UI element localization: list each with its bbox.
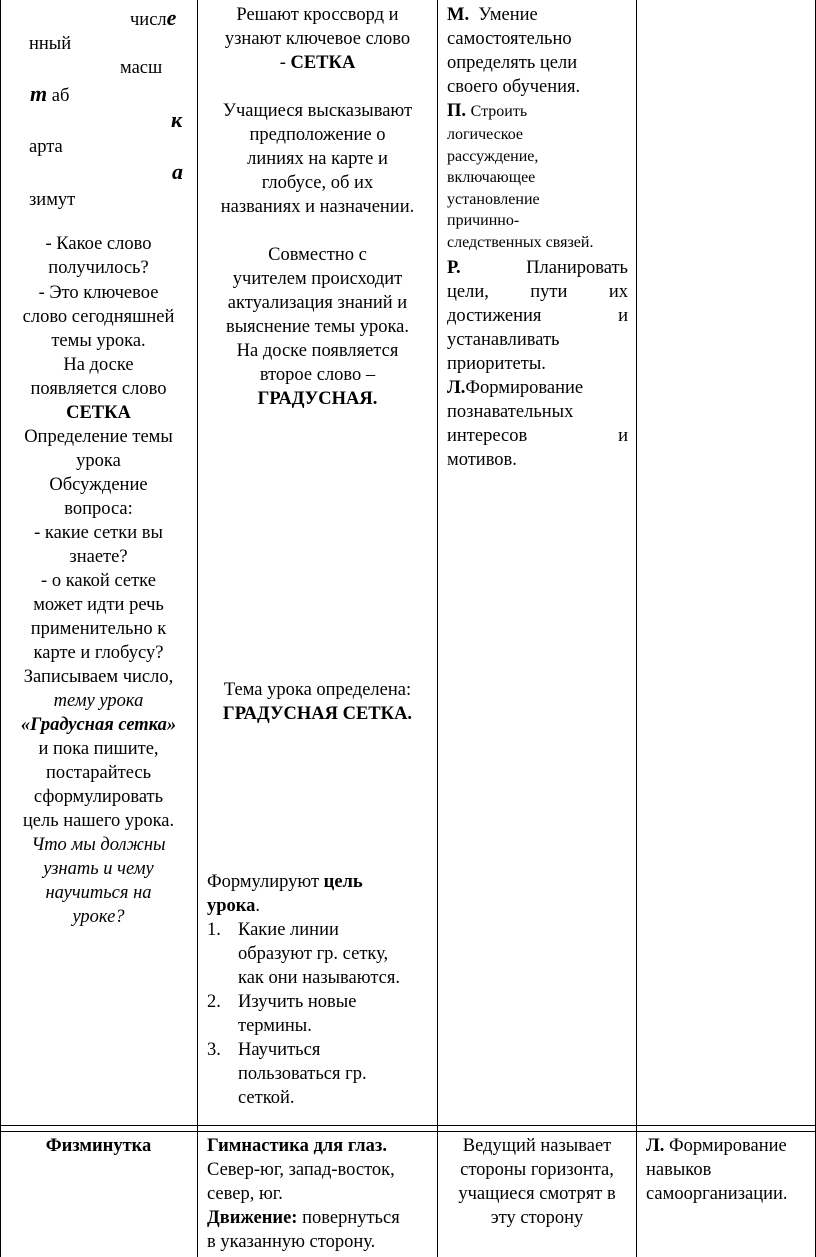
scramble-text: числ (130, 10, 167, 30)
outcome-label: Л. (646, 1136, 665, 1156)
outcome-line: цели, пути их (447, 282, 628, 302)
outcome-text: Строить (470, 103, 528, 120)
text-line-italic: научиться на (45, 883, 152, 903)
text-line: получилось? (48, 258, 149, 278)
scramble-letter: е (166, 5, 177, 30)
text-line: учителем происходит (232, 269, 403, 289)
scramble-text: аб (51, 86, 70, 106)
row-divider-bottom (0, 1131, 816, 1132)
text-line: и пока пишите, (38, 739, 159, 759)
outcome-text: Формирование (664, 1136, 787, 1156)
text-line: предположение о (249, 125, 386, 145)
outcome-line: интересов и (447, 426, 628, 446)
text-line: север, юг. (207, 1184, 283, 1204)
scramble-line-8: зимут (29, 190, 76, 210)
text-line-italic: узнать и чему (43, 859, 154, 879)
outcome-line: самостоятельно (447, 29, 572, 49)
text-line: глобусе, об их (261, 173, 374, 193)
text-line: сформулировать (33, 787, 164, 807)
goal-word: урока (207, 896, 256, 916)
text-line: На доске (63, 355, 134, 375)
scramble-line-6: арта (29, 137, 63, 157)
text-line: постарайтесь (45, 763, 152, 783)
text-line: названиях и назначении. (220, 197, 415, 217)
outcome-line: логическое (447, 126, 524, 143)
outcome-line: определять цели (447, 53, 578, 73)
text-line: Север-юг, запад-восток, (207, 1160, 395, 1180)
scramble-line-4 (30, 82, 69, 108)
list-number: 3. (207, 1040, 221, 1060)
outcome-r (447, 256, 628, 280)
outcome-line: рассуждение, (447, 148, 539, 165)
goal-line-2 (207, 894, 260, 918)
text-line: Обсуждение (49, 475, 148, 495)
goal-word: цель (323, 872, 363, 892)
text-line: - о какой сетке (41, 571, 156, 591)
list-item-line: термины. (238, 1016, 312, 1036)
goal-dot: . (255, 896, 261, 916)
outcome-label: П. (447, 101, 467, 121)
text-line: стороны горизонта, (460, 1160, 614, 1180)
outcome-line: следственных связей. (447, 234, 594, 251)
outcome-p (447, 99, 527, 123)
text-line: Совместно с (268, 245, 367, 265)
outcome-line: устанавливать (447, 330, 560, 350)
outcome-m (447, 3, 538, 27)
row-divider-top (0, 1125, 816, 1126)
list-number: 2. (207, 992, 221, 1012)
text-line: Записываем число, (23, 667, 174, 687)
text-line: линиях на карте и (247, 149, 388, 169)
text-line-italic: тему урока (53, 691, 144, 711)
outcome-line: познавательных (447, 402, 574, 422)
text-line-italic: уроке? (72, 907, 125, 927)
text-line: узнают ключевое слово (224, 29, 411, 49)
outcome-line: включающее (447, 169, 536, 186)
list-item-line: Изучить новые (238, 992, 357, 1012)
lesson-topic-quote: «Градусная сетка» (20, 715, 177, 735)
text-line: Определение темы (24, 427, 173, 447)
text-line: карте и глобусу? (33, 643, 164, 663)
text-line: применительно к (30, 619, 167, 639)
text-line: эту сторону (490, 1208, 584, 1228)
text-line: второе слово – (259, 365, 376, 385)
text-line: На доске появляется (236, 341, 399, 361)
text-line: - Какое слово (45, 234, 152, 254)
outcome-line: причинно- (447, 212, 520, 229)
outcome-line: достижения и (447, 306, 628, 326)
dash: - (279, 53, 291, 73)
list-item-line: образуют гр. сетку, (238, 944, 389, 964)
keyword-setka: СЕТКА (66, 403, 131, 423)
text-line: знаете? (69, 547, 128, 567)
outcome-l (447, 376, 583, 400)
column-divider-3 (636, 0, 637, 1257)
text-line: может идти речь (33, 595, 164, 615)
list-number: 1. (207, 920, 221, 940)
outcome-label: Л. (447, 378, 466, 398)
text-line: появляется слово (30, 379, 167, 399)
scramble-line-5: к (171, 107, 183, 132)
text-line: учащиеся смотрят в (458, 1184, 616, 1204)
movement-line (207, 1206, 400, 1230)
scramble-line-1 (130, 6, 176, 32)
keyword-line (198, 51, 437, 75)
text-line: Учащиеся высказывают (222, 101, 413, 121)
text-line: темы урока. (51, 331, 146, 351)
text-line: - какие сетки вы (34, 523, 163, 543)
outcome-line: приоритеты. (447, 354, 546, 374)
keyword-gradusnaya: ГРАДУСНАЯ. (257, 389, 378, 409)
text-line: слово сегодняшней (22, 307, 175, 327)
text-line: - Это ключевое (38, 283, 159, 303)
column-divider-2 (437, 0, 438, 1257)
scramble-line-2: нный (29, 34, 72, 54)
movement-label: Движение: (207, 1208, 298, 1228)
outcome-line: мотивов. (447, 450, 517, 470)
goal-line (207, 870, 363, 894)
outcome-text: Формирование (465, 378, 584, 398)
keyword-setka: СЕТКА (290, 53, 356, 73)
scramble-line-3: масш (120, 58, 163, 78)
text-line: выяснение темы урока. (226, 317, 409, 337)
text-line: Тема урока определена: (223, 680, 412, 700)
text-line: в указанную сторону. (207, 1232, 376, 1252)
text-line: актуализация знаний и (227, 293, 408, 313)
lesson-topic: ГРАДУСНАЯ СЕТКА. (222, 704, 413, 724)
scramble-line-7: а (172, 159, 183, 184)
list-item-line: пользоваться гр. (238, 1064, 367, 1084)
eye-gymnastics-title: Гимнастика для глаз. (207, 1136, 387, 1156)
list-item-line: Научиться (238, 1040, 321, 1060)
outcome-label: Р. (447, 258, 461, 278)
outcome-l (646, 1134, 787, 1158)
text-line: вопроса: (64, 499, 133, 519)
text-line: урока (76, 451, 121, 471)
outcome-text: Планировать (526, 258, 628, 278)
text-line: цель нашего урока. (22, 811, 175, 831)
goal-prefix: Формулируют (207, 872, 324, 892)
stage-name: Физминутка (45, 1136, 152, 1156)
outcome-label: М. (447, 5, 470, 25)
outcome-line: своего обучения. (447, 77, 581, 97)
outcome-line: установление (447, 191, 540, 208)
outcome-line: навыков (646, 1160, 712, 1180)
movement-text: повернуться (297, 1208, 400, 1228)
scramble-letter: т (30, 81, 48, 106)
outcome-text: Умение (478, 5, 538, 25)
text-line: Ведущий называет (462, 1136, 612, 1156)
list-item-line: как они называются. (238, 968, 400, 988)
text-line: Решают кроссворд и (236, 5, 399, 25)
text-line-italic: Что мы должны (31, 835, 166, 855)
list-item-line: сеткой. (238, 1088, 295, 1108)
outcome-line: самоорганизации. (646, 1184, 788, 1204)
list-item-line: Какие линии (238, 920, 339, 940)
